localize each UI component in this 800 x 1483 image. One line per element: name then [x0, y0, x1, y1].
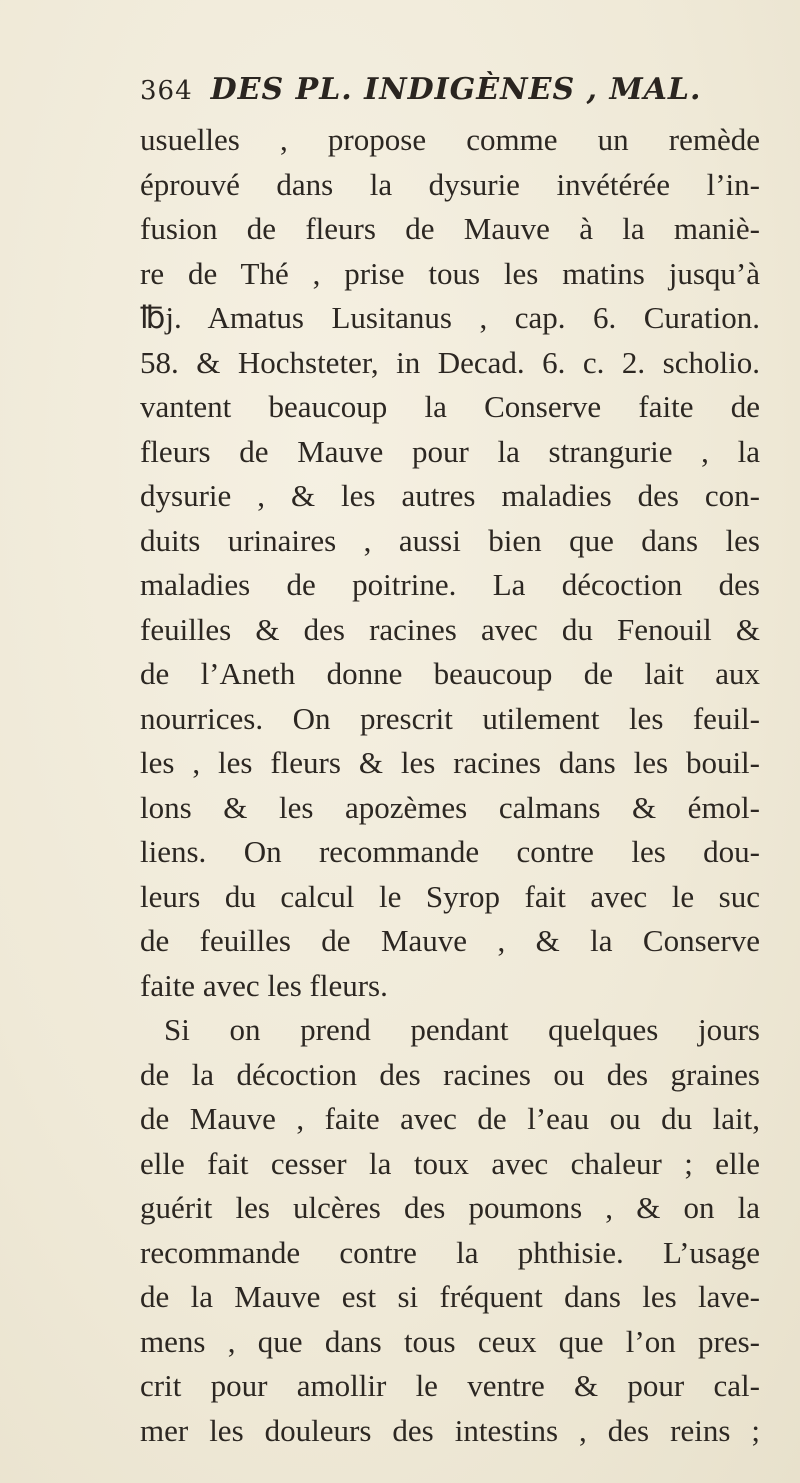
text-line: dysurie , & les autres maladies des con- [140, 478, 760, 513]
text-line: nourrices. On prescrit utilement les feuil- [140, 700, 760, 736]
running-head [140, 72, 720, 107]
text-line: ℔j. Amatus Lusitanus , cap. 6. Curation. [140, 300, 760, 335]
text-line: mens , que dans tous ceux que l’on pres- [140, 1323, 760, 1359]
text-line: éprouvé dans la dysurie invétérée l’in- [140, 166, 760, 202]
running-title: DES PL. INDIGÈNES , MAL. [210, 72, 702, 107]
text-line: vantent beaucoup la Conserve faite de [140, 389, 760, 424]
text-line: re de Thé , prise tous les matins jusqu’à [140, 255, 760, 291]
body-text [140, 118, 760, 1453]
text-line: maladies de poitrine. La décoction des [140, 567, 760, 602]
text-line: feuilles & des racines avec du Fenouil & [140, 611, 760, 647]
paragraph-2 [140, 1008, 760, 1453]
text-line: guérit les ulcères des poumons , & on la [140, 1190, 760, 1225]
text-line: leurs du calcul le Syrop fait avec le suc [140, 878, 760, 914]
paragraph-1 [140, 118, 760, 1008]
text-line: fleurs de Mauve pour la strangurie , la [140, 433, 760, 469]
text-line: duits urinaires , aussi bien que dans les [140, 522, 760, 558]
text-line: de la Mauve est si fréquent dans les lave- [140, 1279, 760, 1314]
text-line: mer les douleurs des intestins , des reins ; [140, 1412, 760, 1448]
text-line: Si on prend pendant quelques jours [164, 1012, 760, 1047]
text-line: de l’Aneth donne beaucoup de lait aux [140, 656, 760, 691]
text-line: 58. & Hochsteter, in Decad. 6. c. 2. scholio. [140, 344, 760, 380]
text-line: de Mauve , faite avec de l’eau ou du lait, [140, 1101, 760, 1136]
text-line: de la décoction des racines ou des graines [140, 1056, 760, 1092]
page-number: 364 [140, 76, 193, 106]
text-line: liens. On recommande contre les dou- [140, 834, 760, 869]
text-line: les , les fleurs & les racines dans les bouil- [140, 745, 760, 780]
text-line: fusion de fleurs de Mauve à la maniè- [140, 211, 760, 246]
text-line: faite avec les fleurs. [140, 967, 388, 1003]
text-line: de feuilles de Mauve , & la Conserve [140, 923, 760, 958]
text-line: recommande contre la phthisie. L’usage [140, 1234, 760, 1270]
text-line: lons & les apozèmes calmans & émol- [140, 789, 760, 825]
text-line: elle fait cesser la toux avec chaleur ; elle [140, 1145, 760, 1181]
text-line: crit pour amollir le ventre & pour cal- [140, 1368, 760, 1403]
text-line: usuelles , propose comme un remède [140, 122, 760, 157]
